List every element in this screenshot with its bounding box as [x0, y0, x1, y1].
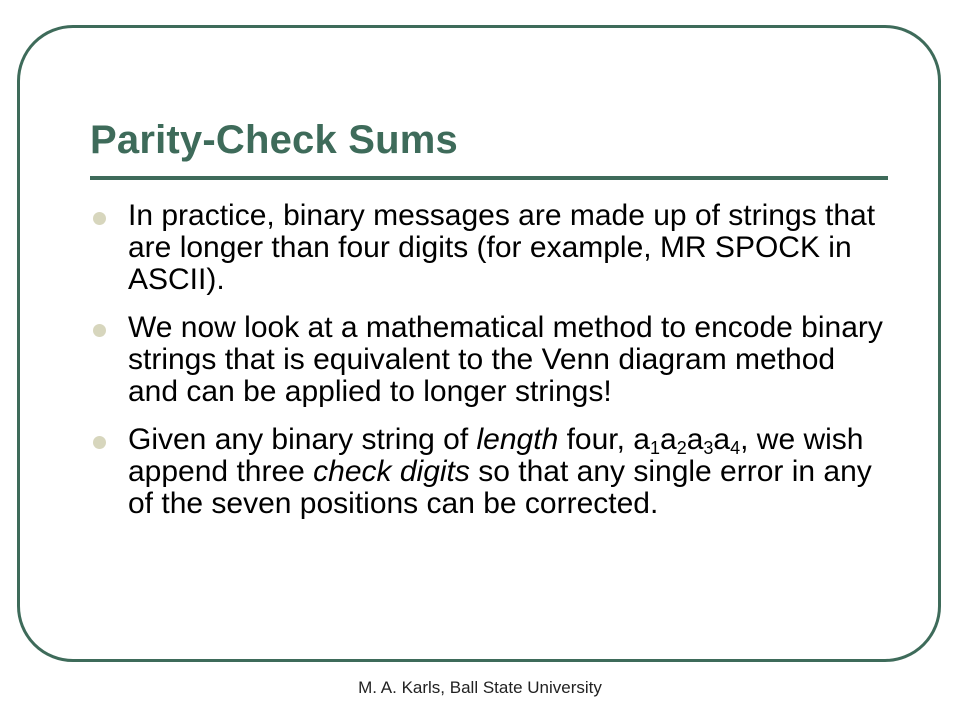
text-run: a	[686, 423, 704, 456]
subscript-text: 1	[650, 438, 661, 458]
slide-title: Parity-Check Sums	[90, 118, 458, 162]
emphasis-text: check digits	[313, 455, 470, 488]
text-run: a	[660, 423, 677, 456]
text-run: four, a	[558, 423, 650, 456]
bullet-dot-icon	[93, 324, 106, 337]
title-underline	[90, 176, 888, 180]
bullet-text	[128, 424, 890, 520]
bullet-text	[128, 200, 890, 296]
emphasis-text: length	[476, 423, 559, 456]
text-run: so that any single error in any of the seven positions can be corrected.	[128, 455, 872, 520]
bullet-item	[90, 312, 890, 408]
text-run: In practice, binary messages are made up of strings that are longer than four digits (for example, MR SPOCK in ASCII).	[128, 199, 876, 296]
slide-footer: M. A. Karls, Ball State University	[358, 678, 602, 697]
text-run: We now look at a mathematical method to encode binary strings that is equivalent to the Venn diagram method and can be applied to longer strings!	[128, 311, 883, 408]
bullet-dot-icon	[93, 436, 106, 449]
bullet-item	[90, 424, 890, 520]
subscript-text: 3	[703, 438, 714, 458]
subscript-text: 2	[676, 438, 687, 458]
bullet-list	[90, 200, 890, 536]
bullet-text	[128, 312, 890, 408]
text-run: Given any binary string of	[128, 423, 477, 456]
bullet-item	[90, 200, 890, 296]
subscript-text: 4	[730, 438, 741, 458]
text-run: a	[713, 423, 731, 456]
bullet-dot-icon	[93, 212, 106, 225]
text-run: , we wish append three	[128, 423, 864, 488]
